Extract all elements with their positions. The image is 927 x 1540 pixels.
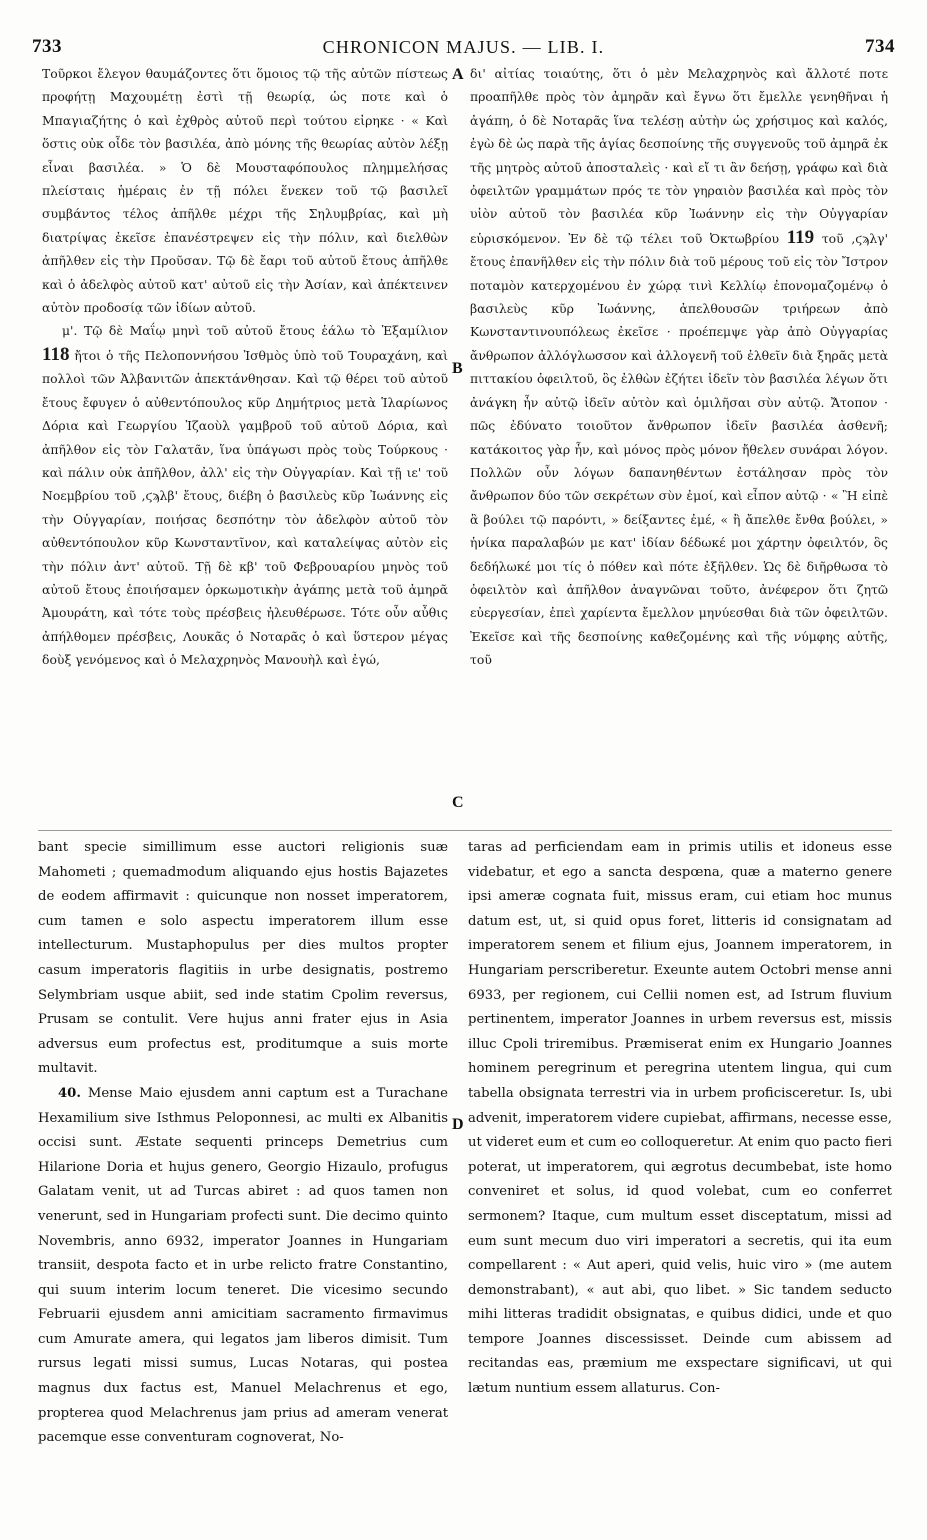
greek-column-right [470,62,888,832]
greek-left-p2-text-a: μ'. Τῷ δὲ Μαΐῳ μηνὶ τοῦ αὐτοῦ ἔτους ἑάλω τὸ Ἑξαμίλιον [62,323,448,339]
margin-letter-b: B [452,360,463,377]
marginal-page-number-119: 119 [786,226,815,248]
running-title: CHRONICON MAJUS. — LIB. I. [322,37,605,57]
page-number-left: 733 [32,36,62,57]
running-header [30,36,897,62]
page-number-right: 734 [865,36,895,57]
greek-left-paragraph-1: Τοῦρκοι ἔλεγον θαυμάζοντες ὅτι ὅμοιος τῷ τῆς αὐτῶν πίστεως προφήτῃ Μαχουμέτῃ ἐστὶ τῇ θεωρίᾳ, ὡς ποτε καὶ ὁ Μπαγιαζήτης ὁ καὶ ἐχθρὸς αὐτοῦ περὶ τούτου εἰρηκε · « Καὶ ὅστις οὐκ οἶδε τὸν βασιλέα, ἀπὸ μόνης τῆς θεωρίας αὐτὸν λέξῃ εἶναι βασιλέα. » Ὁ δὲ Μουσταφόπουλος πλημμελήσας πλείσταις ἡμέραις ἐν τῇ πόλει ἕνεκεν τοῦ τῷ βασιλεῖ συμβάντος τέλος ἀπῆλθε μέχρι τῆς Σηλυμβρίας, καὶ μὴ διατρίψας ἐκεῖσε ἐπανέστρεψεν εἰς τὴν πόλιν, καὶ διελθὼν ἀπῆλθεν εἰς τὴν Προῦσαν. Τῷ δὲ ἔαρι τοῦ αὐτοῦ ἔτους ἀπῆλθε καὶ ὁ ἀδελφὸς αὐτοῦ κατ' αὐτοῦ εἰς τὴν Ἀσίαν, καὶ ἀπέκτεινεν αὐτὸν προδοσίᾳ τῶν ἰδίων αὐτοῦ. [42,66,448,316]
latin-column-right [468,836,892,1536]
marginal-page-number-118: 118 [42,343,70,365]
greek-column-left [42,62,448,832]
latin-right-paragraph-1: taras ad perficiendam eam in primis utilis et idoneus esse videbatur, et ego a sancta despœna, quæ a materno genere ipsi ameræ cognata fuit, missus eram, cui etiam hoc munus datum est, ut, si quid opus foret, litteris id consignatam ad imperatorem senem et filium ejus, Joannem imperatorem, in Hungariam perscriberetur. Exeunte autem Octobri mense anni 6933, per regionem, cui Cellii nomen est, ad Istrum fluvium pertinentem, imperator Joannes in urbem reversus est, missis illuc Cpoli triremibus. Præmiserat enim ex Hungario Joannes hominem peregrinum et peregrina utentem lingua, qui cum tabella obsignata terrestri via in urbem proficisceretur. Is, ubi advenit, imperatorem videre cupiebat, affirmans, necesse esse, ut videret eum et cum eo colloqueretur. At enim quo pacto fieri poterat, ut imperatorem, qui ægrotus decumbebat, iste homo conveniret et solus, id quod volebat, cum eo conferret sermonem? Itaque, cum multum esset disceptatum, missi ad eum sunt mecum duo viri imperatori a secretis, qui ita eum compellarent : « Aut aperi, quid velis, huic viro » (me autem demonstrabant), « aut abi, quo libet. » Sic tandem seducto mihi litteras tradidit obsignatas, e quibus didici, unde et quo tempore Joannes discessisset. Deinde cum abissem ad recitandas eas, præmium me exspectare significavi, ut qui lætum nuntium essem allaturus. Con- [468,840,892,1397]
margin-letter-d: D [452,1116,464,1133]
latin-left-paragraph-2 [38,1082,448,1451]
greek-right-paragraph-1 [470,62,888,672]
margin-letter-a: A [452,66,464,83]
section-number: 40. [58,1085,81,1101]
section-divider [38,830,892,831]
latin-left-paragraph-1: bant specie simillimum esse auctori religionis suæ Mahometi ; quemadmodum aliquando ejus hostis Bajazetes de eodem affirmavit : quicunque non nosset imperatorem, cum tamen e solo aspectu imperatorem illum esse intellecturum. Mustaphopulus per dies multos propter casum imperatoris flagitiis in urbe designatis, postremo Selymbriam usque abiit, sed inde statim Cpolim reversus, Prusam se contulit. Vere hujus anni frater ejus in Asia adversus eum profectus est, proditumque a suis morte multavit. [38,840,448,1077]
greek-right-p1-text-a: δι' αἰτίας τοιαύτης, ὅτι ὁ μὲν Μελαχρηνὸς καὶ ἄλλοτέ ποτε προαπῆλθε πρὸς τὸν ἀμηρᾶν καὶ ἔγνω ὅτι ἔμελλε γενηθῆναι ἡ ἀγάπη, ὁ δὲ Νοταρᾶς ἵνα τελέσῃ αὐτὴν ὡς χρήσιμος καὶ καλός, ἐγὼ δὲ ὡς παρὰ τῆς ἁγίας δεσποίνης τῆς συγγενοῦς τοῦ ἀμηρᾶ ἐκ τῆς μητρὸς αὐτοῦ ἀποσταλεὶς · καὶ εἴ τι ἂν δεήσῃ, γράφω καὶ διὰ ὀφειλτῶν γραμμάτων πρός τε τὸν γηραιὸν βασιλέα καὶ πρὸς τὸν υἱὸν αὐτοῦ τὸν βασιλέα κῦρ Ἰωάννην εἰς τὴν Οὐγγαρίαν εὑρισκόμενον. Ἐν δὲ τῷ τέλει τοῦ Ὀκτωβρίου [470,66,888,246]
latin-column-left [38,836,448,1536]
greek-left-paragraph-2 [42,319,448,671]
latin-left-p2-text: Mense Maio ejusdem anni captum est a Turachane Hexamilium sive Isthmus Peloponnesi, ac multi ex Albanitis occisi sunt. Æstate sequenti princeps Demetrius cum Hilarione Doria et hujus genero, Georgio Hizaulo, profugus Galatam venit, ut ad Turcas abiret : ad quos tamen non venerunt, sed in Hungariam profecti sunt. Die decimo quinto Novembris, anno 6932, imperator Joannes in Hungariam transiit, despota facto et in urbe relicto fratre Constantino, qui suum interim locum teneret. Die vicesimo secundo Februarii ejusdem anni amicitiam sacramento firmavimus cum Amurate amera, qui legatos jam liberos dimisit. Tum rursus legati missi sumus, Lucas Notaras, qui postea magnus dux factus est, Manuel Melachrenus et ego, propterea quod Melachrenus jam prius ad ameram venerat pacemque esse conventuram cognoverat, No- [38,1085,448,1446]
margin-letter-c: C [452,794,464,811]
greek-right-p1-text-b: τοῦ ‚ϛϡλγ' ἔτους ἐπανῆλθεν εἰς τὴν πόλιν διὰ τοῦ μέρους τοῦ εἰς τὸν Ἴστρον ποταμὸν κατερχομένου ἐν χώρᾳ τινὶ Κελλίῳ ἐπονομαζομένῳ ὁ βασιλεὺς κῦρ Ἰωάννης, ἀπελθουσῶν τριήρεων ἀπὸ Κωνσταντινουπόλεως ἐκεῖσε · προέπεμψε γὰρ ἀπὸ Οὐγγαρίας ἄνθρωπον ἀλλόγλωσσον καὶ ἀλλογενῆ τοῦ ἐλθεῖν διὰ ξηρᾶς μετὰ πιττακίου ὀφειλτοῦ, ὃς ἐλθὼν ἐζήτει ἰδεῖν τὸν βασιλέα λέγων ὅτι ἀνάγκη ἦν αὐτῷ ἰδεῖν αὐτὸν καὶ ὁμιλῆσαι σὺν αὐτῷ. Ἄτοπον · πῶς ἐδύνατο τοιοῦτον ἄνθρωπον ἰδεῖν βασιλέα ἀσθενῆ; κατάκοιτος γὰρ ἦν, καὶ μόνος πρὸς μόνον ἤθελεν συνάραι λόγον. Πολλῶν οὖν λόγων δαπανηθέντων ἐστάλησαν πρὸς τὸν ἄνθρωπον δύο τῶν σεκρέτων σὺν ἐμοί, καὶ εἶπον αὐτῷ · « Ἢ εἰπὲ ἃ βούλει τῷ παρόντι, » δείξαντες ἐμέ, « ἢ ἄπελθε ἔνθα βούλει, » ἡνίκα παραλαβών με κατ' ἰδίαν δέδωκέ μοι χάρτην ὀφειλτόν, ὃς δεδήλωκέ μοι τίς ὁ πόθεν καὶ πότε ἐξῆλθεν. Ὡς δὲ διῆρθωσα τὸ ὀφειλτὸν καὶ ἀπῆλθον ἀναγνῶναι τοῦτο, ἀνέφερον ὅτι ζητῶ εὐεργεσίαν, ἐπεὶ χαρίεντα ἔμελλον μηνύεσθαι διὰ τῶν ὀφειλτῶν. Ἐκεῖσε καὶ τῆς δεσποίνης καθεζομένης καὶ τῆς νύμφης αὐτῆς, τοῦ [470,230,888,668]
greek-left-p2-text-b: ἤτοι ὁ τῆς Πελοποννήσου Ἰσθμὸς ὑπὸ τοῦ Τουραχάνη, καὶ πολλοὶ τῶν Ἀλβανιτῶν ἀπεκτάνθησαν. Καὶ τῷ θέρει τοῦ αὐτοῦ ἔτους ἔφυγεν ὁ αὐθεντόπουλος κῦρ Δημήτριος μετὰ Ἱλαρίωνος Δόρια καὶ Γεωργίου Ἰζαοὺλ γαμβροῦ τοῦ αὐτοῦ Δόρια, καὶ ἀπῆλθον εἰς τὸν Γαλατᾶν, ἵνα ὑπάγωσι πρὸς τοὺς Τούρκους · καὶ πάλιν οὐκ ἀπῆλθον, ἀλλ' εἰς τὴν Οὐγγαρίαν. Καὶ τῇ ιε' τοῦ Νοεμβρίου τοῦ ‚ϛϡλβ' ἔτους, διέβη ὁ βασιλεὺς κῦρ Ἰωάννης εἰς τὴν Οὐγγαρίαν, ποιήσας δεσπότην τὸν ἀδελφὸν αὐτοῦ τὸν αὐθεντόπουλον κῦρ Κωνσταντῖνον, καὶ καταλείψας αὐτὸν εἰς τὴν πόλιν ἀντ' αὐτοῦ. Τῇ δὲ κβ' τοῦ Φεβρουαρίου μηνὸς τοῦ αὐτοῦ ἔτους ἐποιήσαμεν ὁρκωμοτικὴν ἀγάπης μετὰ τοῦ ἀμηρᾶ Ἀμουράτη, καὶ τότε τοὺς πρέσβεις ἠλευθέρωσε. Τότε οὖν αὖθις ἀπήλθομεν πρέσβεις, Λουκᾶς ὁ Νοταρᾶς ὁ καὶ ὕστερον μέγας δοὺξ γενόμενος καὶ ὁ Μελαχρηνὸς Μανουὴλ καὶ ἐγώ, [42,347,448,668]
